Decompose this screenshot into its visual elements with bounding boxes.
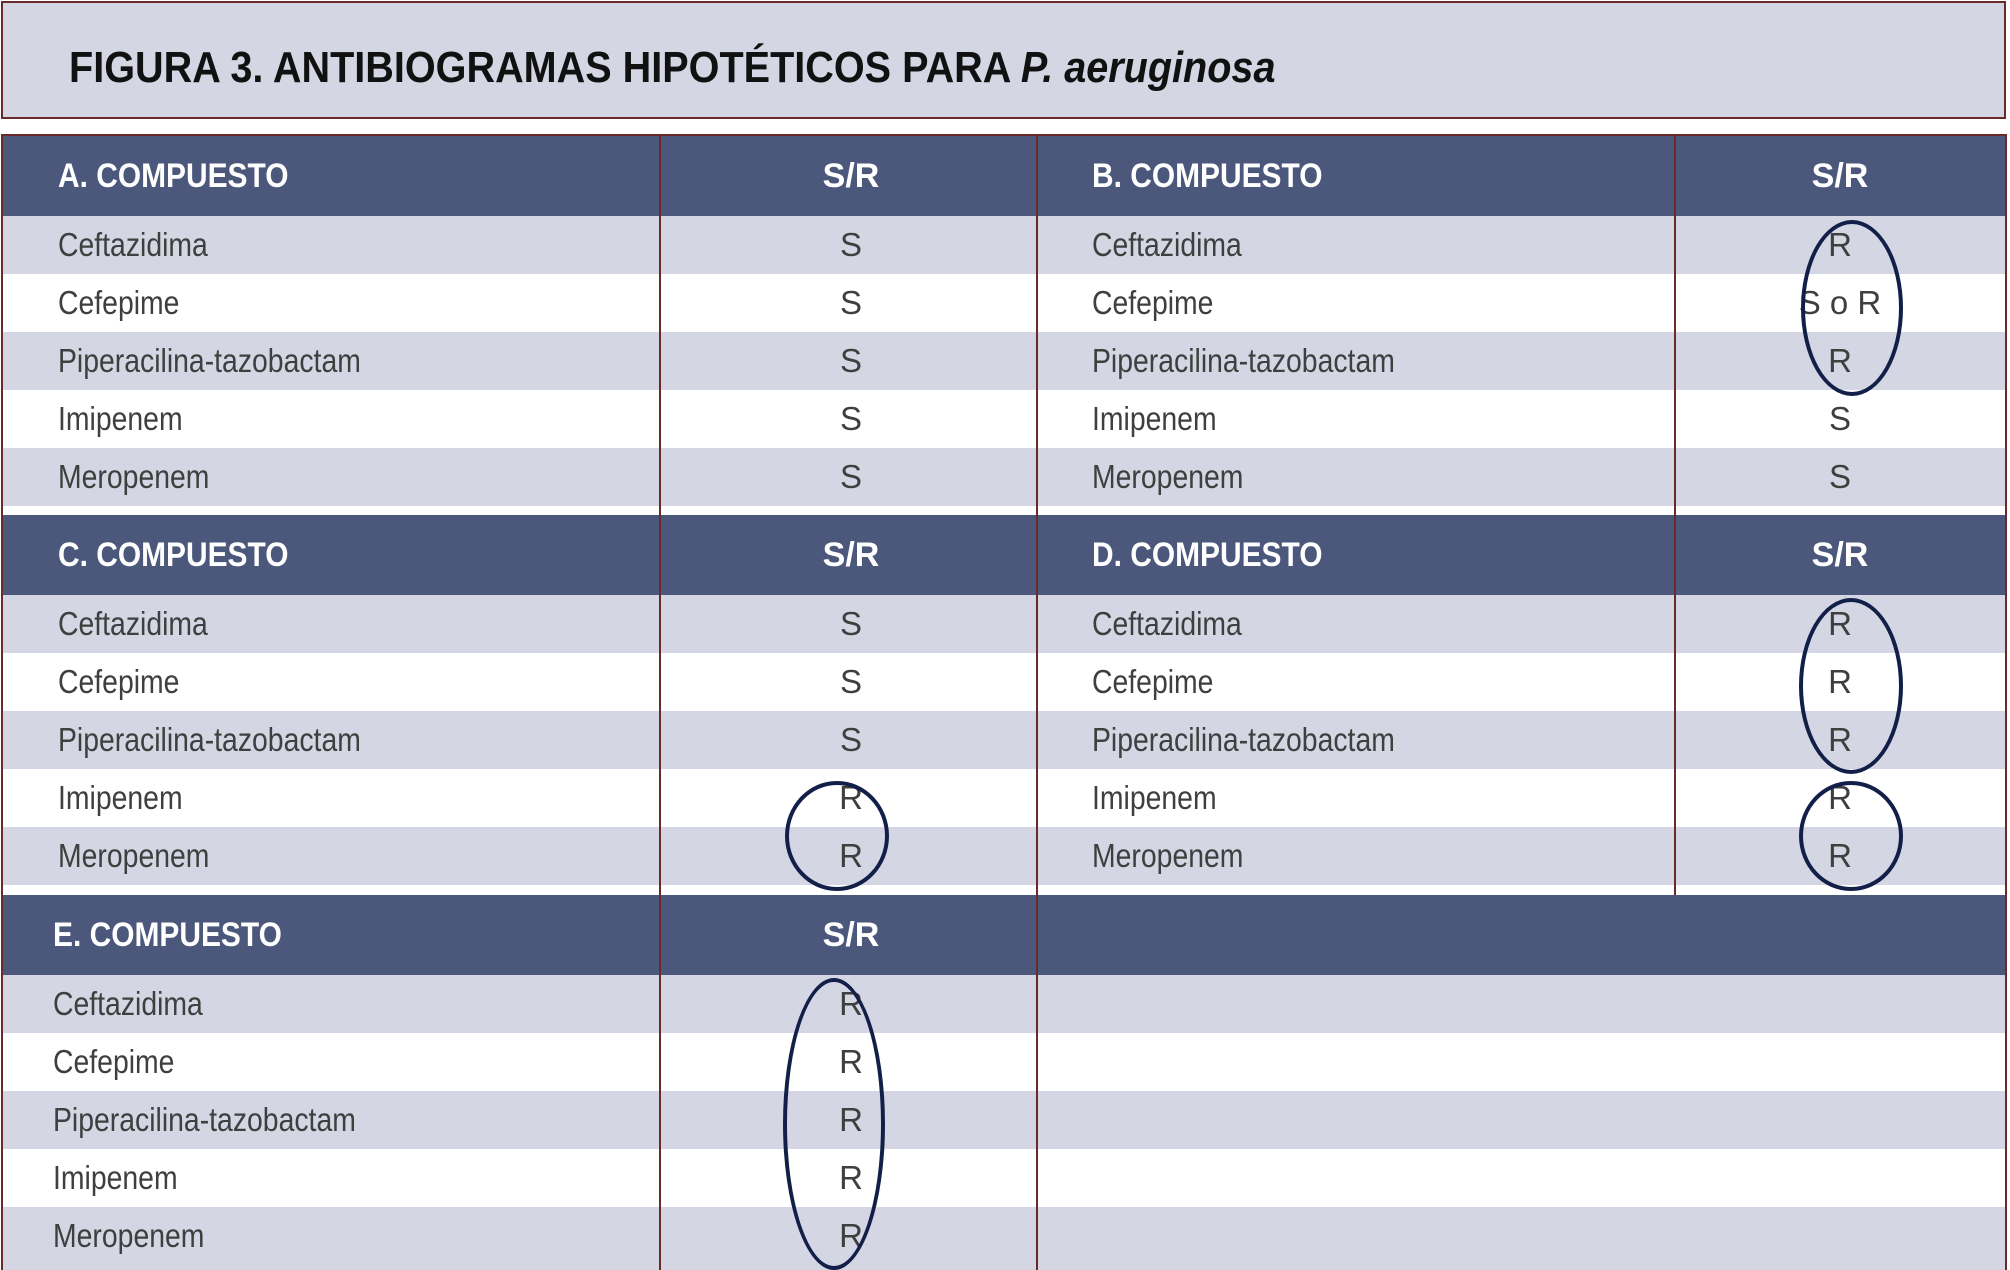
panel-b-header bbox=[1037, 136, 2005, 216]
sr-value: R bbox=[839, 1217, 863, 1254]
sr-value: R bbox=[1828, 605, 1852, 642]
drug-name: Ceftazidima bbox=[58, 226, 208, 263]
panel-c-row bbox=[3, 711, 1037, 769]
figure-title-italic: P. aeruginosa bbox=[1020, 43, 1276, 92]
sr-value: S o R bbox=[1798, 284, 1882, 321]
drug-name: Ceftazidima bbox=[53, 985, 203, 1022]
resistance-highlight-ring-c bbox=[785, 781, 889, 891]
panel-a-row bbox=[3, 332, 1037, 390]
drug-name: Ceftazidima bbox=[1092, 226, 1242, 263]
sr-value: R bbox=[1828, 342, 1852, 379]
panel-d-sr-label: S/R bbox=[1811, 536, 1869, 574]
figure-title-box bbox=[1, 1, 2006, 119]
sr-value: R bbox=[1828, 663, 1852, 700]
column-divider-b bbox=[1674, 134, 1676, 895]
drug-name: Imipenem bbox=[53, 1159, 178, 1196]
panel-e-row bbox=[3, 1149, 2005, 1207]
drug-name: Piperacilina-tazobactam bbox=[58, 342, 361, 379]
drug-name: Meropenem bbox=[1092, 458, 1244, 495]
panel-a-header bbox=[3, 136, 1037, 216]
sr-value: R bbox=[839, 1101, 863, 1138]
sr-value: S bbox=[839, 605, 862, 642]
panel-a-row bbox=[3, 274, 1037, 332]
resistance-highlight-ring-b bbox=[1801, 220, 1903, 396]
panel-a-title: A. COMPUESTO bbox=[58, 157, 289, 195]
sr-value: R bbox=[1828, 837, 1852, 874]
sr-value: R bbox=[839, 1043, 863, 1080]
panel-e-sr-label: S/R bbox=[822, 916, 880, 954]
sr-value: R bbox=[839, 1159, 863, 1196]
panel-b-row bbox=[1037, 448, 2005, 506]
drug-name: Piperacilina-tazobactam bbox=[58, 721, 361, 758]
drug-name: Meropenem bbox=[58, 458, 210, 495]
panel-d-header bbox=[1037, 515, 2005, 595]
drug-name: Piperacilina-tazobactam bbox=[1092, 721, 1395, 758]
sr-value: S bbox=[839, 458, 862, 495]
panel-e-row bbox=[3, 1033, 2005, 1091]
sr-value: S bbox=[1828, 400, 1851, 437]
drug-name: Ceftazidima bbox=[58, 605, 208, 642]
resistance-highlight-ring-e bbox=[783, 978, 885, 1270]
drug-name: Imipenem bbox=[1092, 400, 1217, 437]
panel-c-title: C. COMPUESTO bbox=[58, 536, 289, 574]
drug-name: Cefepime bbox=[1092, 284, 1214, 321]
drug-name: Cefepime bbox=[58, 284, 180, 321]
figure-title bbox=[69, 43, 1275, 93]
drug-name: Imipenem bbox=[58, 779, 183, 816]
panel-a-row bbox=[3, 448, 1037, 506]
sr-value: S bbox=[839, 342, 862, 379]
sr-value: S bbox=[839, 663, 862, 700]
resistance-highlight-ring-d-top bbox=[1799, 598, 1903, 774]
sr-value: S bbox=[839, 400, 862, 437]
panel-e-title: E. COMPUESTO bbox=[53, 916, 282, 954]
drug-name: Ceftazidima bbox=[1092, 605, 1242, 642]
panel-b-sr-label: S/R bbox=[1811, 157, 1869, 195]
drug-name: Meropenem bbox=[1092, 837, 1244, 874]
panel-b-title: B. COMPUESTO bbox=[1092, 157, 1323, 195]
panel-a-sr-label: S/R bbox=[822, 157, 880, 195]
sr-value: R bbox=[1828, 226, 1852, 263]
panel-d-title: D. COMPUESTO bbox=[1092, 536, 1323, 574]
resistance-highlight-ring-d-bottom bbox=[1799, 781, 1903, 891]
panel-e-row bbox=[3, 1091, 2005, 1149]
panel-c-header bbox=[3, 515, 1037, 595]
sr-value: S bbox=[839, 226, 862, 263]
sr-value: S bbox=[839, 721, 862, 758]
panel-c-row bbox=[3, 653, 1037, 711]
figure-title-main: FIGURA 3. ANTIBIOGRAMAS HIPOTÉTICOS PARA bbox=[69, 43, 1021, 92]
panel-c-row bbox=[3, 595, 1037, 653]
drug-name: Meropenem bbox=[53, 1217, 205, 1254]
sr-value: R bbox=[839, 985, 863, 1022]
panel-c-sr-label: S/R bbox=[822, 536, 880, 574]
sr-value: R bbox=[1828, 721, 1852, 758]
drug-name: Meropenem bbox=[58, 837, 210, 874]
panel-a-row bbox=[3, 390, 1037, 448]
drug-name: Cefepime bbox=[1092, 663, 1214, 700]
panel-e-row bbox=[3, 1207, 2005, 1270]
sr-value: S bbox=[839, 284, 862, 321]
drug-name: Cefepime bbox=[53, 1043, 175, 1080]
drug-name: Piperacilina-tazobactam bbox=[53, 1101, 356, 1138]
column-divider-a bbox=[659, 134, 661, 1270]
panel-e-header bbox=[3, 895, 2005, 975]
drug-name: Imipenem bbox=[58, 400, 183, 437]
sr-value: R bbox=[839, 837, 863, 874]
drug-name: Cefepime bbox=[58, 663, 180, 700]
sr-value: R bbox=[1828, 779, 1852, 816]
panel-a-row bbox=[3, 216, 1037, 274]
column-divider-center bbox=[1036, 134, 1038, 1270]
sr-value: R bbox=[839, 779, 863, 816]
panel-e-row bbox=[3, 975, 2005, 1033]
panel-b-row bbox=[1037, 390, 2005, 448]
sr-value: S bbox=[1828, 458, 1851, 495]
drug-name: Imipenem bbox=[1092, 779, 1217, 816]
drug-name: Piperacilina-tazobactam bbox=[1092, 342, 1395, 379]
